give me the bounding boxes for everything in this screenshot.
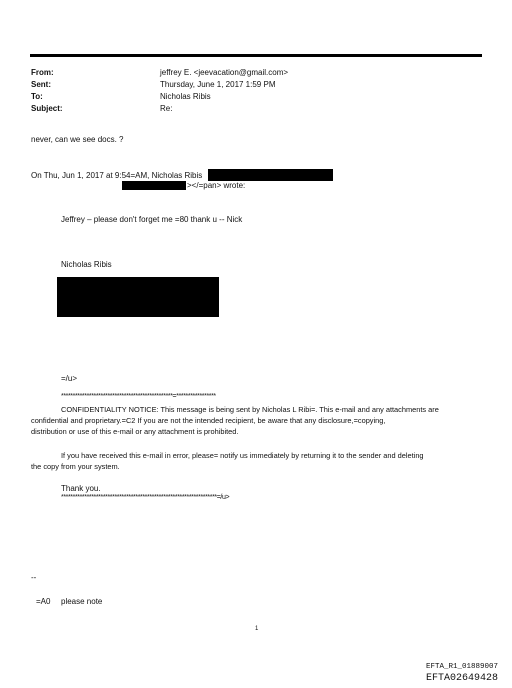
redaction-signature-block [57, 277, 219, 317]
stars-separator-1: ************************************************=***************** [61, 393, 216, 400]
redaction-email-address [208, 169, 333, 181]
thank-you: Thank you. [61, 484, 101, 493]
subject-value: Re: [160, 104, 173, 113]
u-tag: =/u> [61, 374, 78, 383]
footer-id-2: EFTA02649428 [425, 673, 498, 684]
from-label: From: [31, 68, 54, 77]
subject-label: Subject: [31, 104, 63, 113]
quoted-message: Jeffrey – please don't forget me =80 thank u -- Nick [61, 215, 243, 224]
confidentiality-notice-line-3: distribution or use of this e-mail or any attachment is prohibited. [31, 427, 239, 436]
to-label: To: [31, 92, 43, 101]
reply-line: never, can we see docs. ? [31, 135, 124, 144]
to-value: Nicholas Ribis [160, 92, 211, 101]
quote-header-line-1: On Thu, Jun 1, 2017 at 9:54=AM, Nicholas Ribis [31, 171, 203, 180]
footer-id-1: EFTA_R1_01889007 [425, 663, 498, 671]
signature-name: Nicholas Ribis [61, 260, 112, 269]
redaction-quote-header [122, 181, 186, 190]
confidentiality-notice-line-1: CONFIDENTIALITY NOTICE: This message is being sent by Nicholas L Ribi=. This e-mail and any attachments are [61, 405, 439, 414]
a0-code: =A0 [36, 597, 51, 606]
header-rule [30, 54, 482, 57]
error-notice-line-1: If you have received this e-mail in error, please= notify us immediately by returning it to the sender and deleting [61, 451, 424, 460]
stars-separator-2: *******************************************************************=/u> [61, 494, 230, 501]
sent-value: Thursday, June 1, 2017 1:59 PM [160, 80, 276, 89]
from-value: jeffrey E. <jeevacation@gmail.com> [160, 68, 289, 77]
confidentiality-notice-line-2: confidential and proprietary.=C2 If you are not the intended recipient, be aware that any disclosure,=copying, [31, 416, 386, 425]
quote-header-line-2: ></=pan> wrote: [187, 181, 246, 190]
page-number: 1 [255, 626, 259, 632]
error-notice-line-2: the copy from your system. [31, 462, 120, 471]
sent-label: Sent: [31, 80, 51, 89]
dash-marker: -- [31, 573, 37, 582]
please-note: please note [61, 597, 103, 606]
